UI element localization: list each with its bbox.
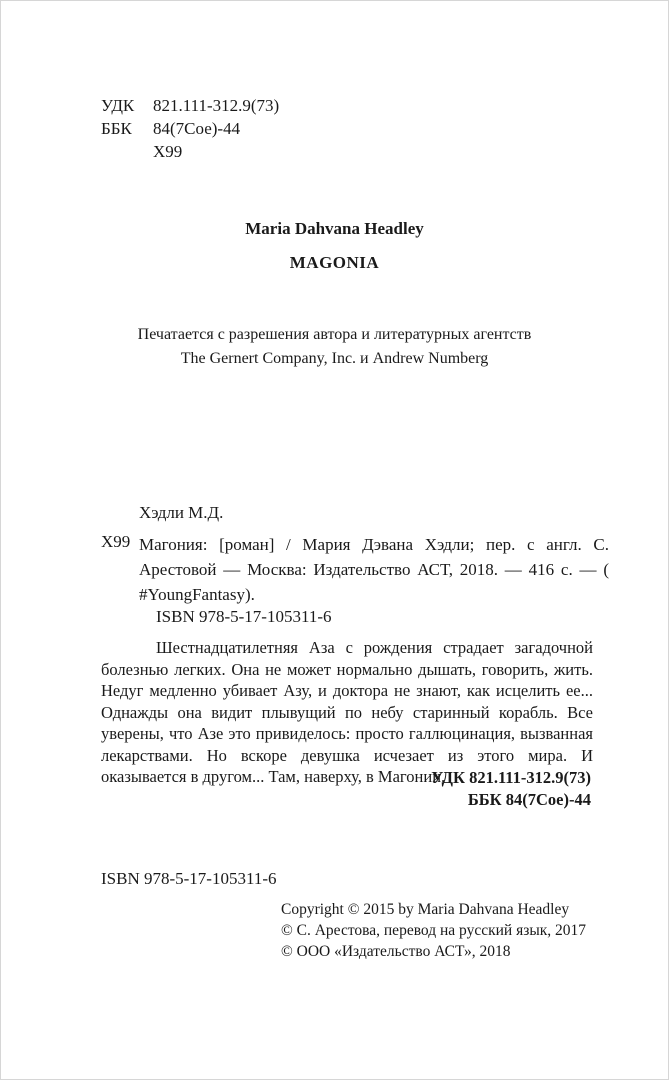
classification-block: [101, 94, 279, 163]
bbk-line: [101, 117, 279, 140]
permission-line-1: Печатается с разрешения автора и литературных агентств: [137, 326, 532, 343]
footer-isbn: ISBN 978-5-17-105311-6: [101, 869, 277, 888]
original-title: MAGONIA: [289, 253, 380, 272]
bbk-right: ББК 84(7Сое)-44: [467, 790, 591, 809]
permission-line-2: The Gernert Company, Inc. и Andrew Numberg: [180, 350, 489, 367]
original-author: Maria Dahvana Headley: [245, 219, 424, 238]
bbk-label: ББК: [101, 119, 132, 138]
udk-line: [101, 94, 279, 117]
catalog-author-heading: Хэдли М.Д.: [139, 503, 224, 522]
copyright-line-1: Copyright © 2015 by Maria Dahvana Headley: [281, 901, 570, 918]
copyright-block: [281, 899, 586, 962]
udk-value: 821.111-312.9(73): [153, 96, 280, 115]
author-sign: Х99: [153, 142, 183, 161]
copyright-line-2: © С. Арестова, перевод на русский язык, 2017: [281, 922, 587, 939]
permission-block: [1, 323, 668, 371]
catalog-code: Х99: [101, 532, 131, 551]
codes-right-block: [431, 767, 591, 811]
annotation-paragraph: Шестнадцатилетняя Аза с рождения страдает загадочной болезнью легких. Она не может нормально дышать, говорить, жить. Недуг медленно убивает Азу, и доктора не знают, как исцелить ее... Однажды она видит плывущий по небу старинный корабль. Все уверены, что Азе это привиделось: просто галлюцинация, вызванная лекарствами. Но вскоре девушка исчезает из этого мира. И оказывается в другом... Там, наверху, в Магонии.: [101, 638, 593, 786]
bbk-value: 84(7Сое)-44: [153, 119, 241, 138]
copyright-line-3: © ООО «Издательство АСТ», 2018: [281, 943, 511, 960]
catalog-entry: Магония: [роман] / Мария Дэвана Хэдли; пер. с англ. С. Арестовой — Москва: Издательство АСТ, 2018. — 416 с. — ( #YoungFantasy).: [139, 535, 609, 604]
catalog-isbn: ISBN 978-5-17-105311-6: [156, 607, 332, 626]
udk-right: УДК 821.111-312.9(73): [431, 768, 591, 787]
udk-label: УДК: [101, 96, 135, 115]
